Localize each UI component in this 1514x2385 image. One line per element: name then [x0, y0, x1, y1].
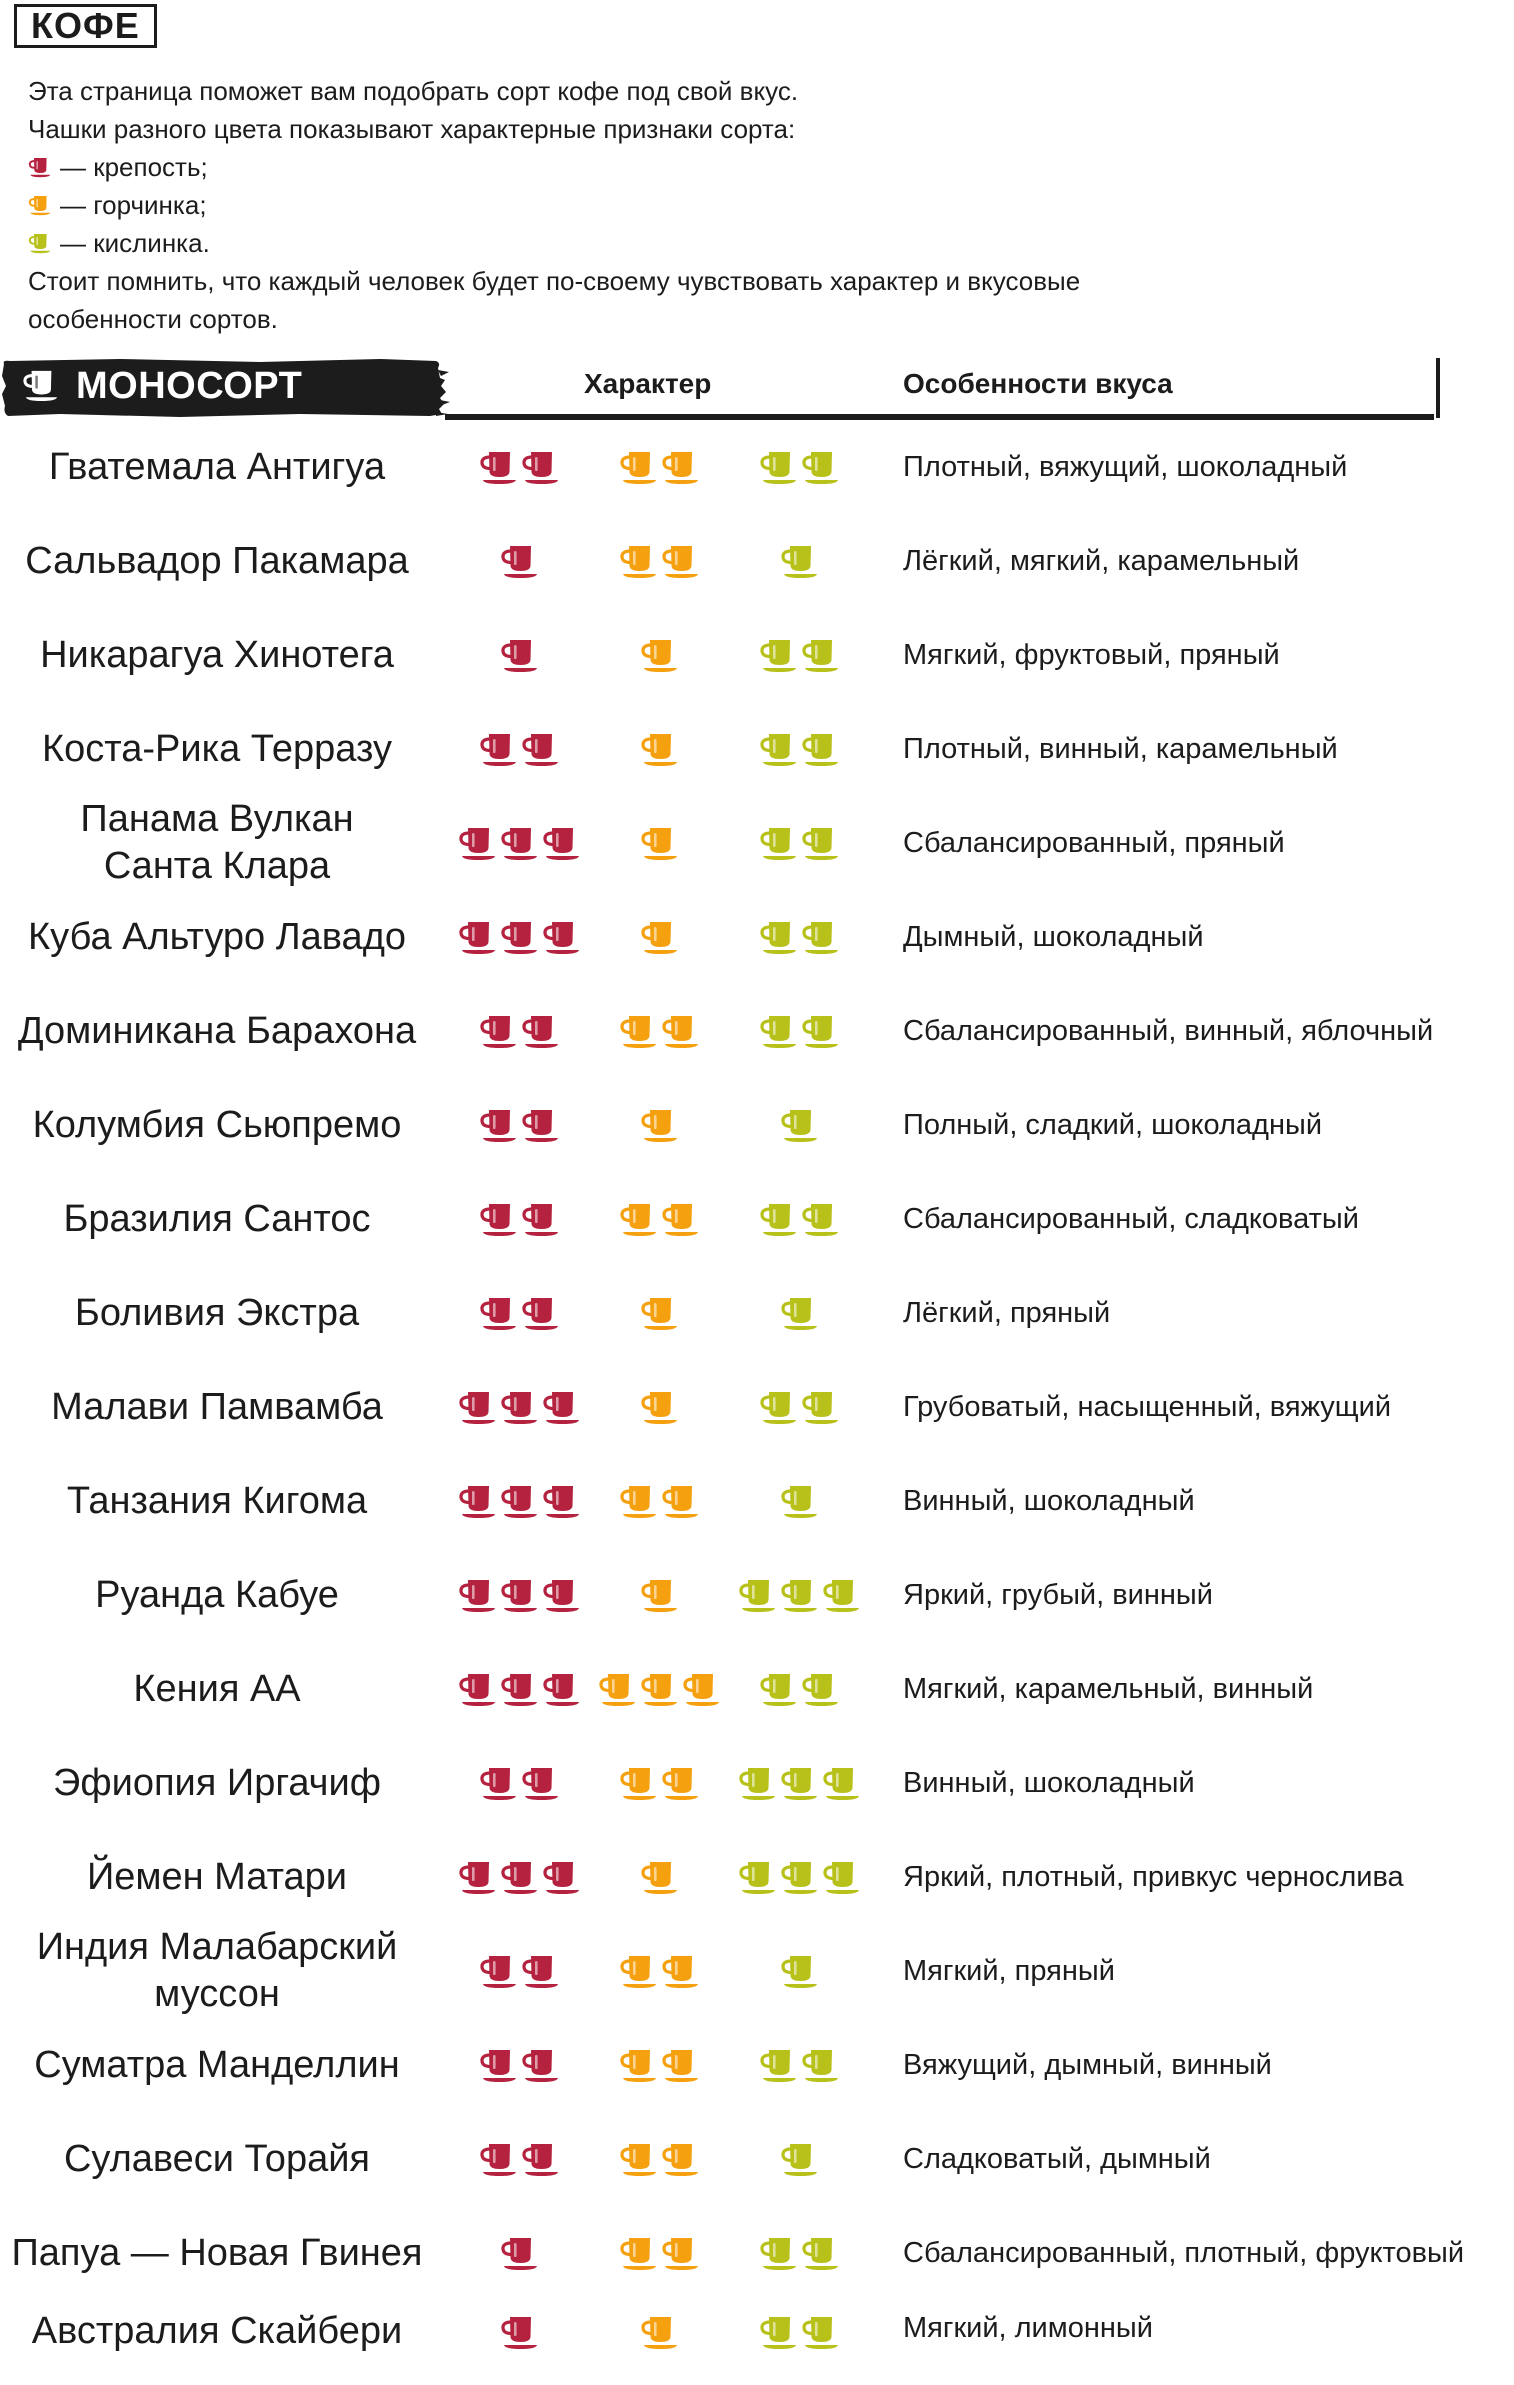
cup-icon [458, 825, 498, 861]
cup-icon [640, 637, 680, 673]
bitterness-cups [590, 2300, 730, 2360]
taste-description: Сбалансированный, плотный, фруктовый [903, 2236, 1465, 2269]
bitterness-cups [590, 2018, 730, 2112]
taste-description: Винный, шоколадный [903, 1484, 1195, 1517]
cup-icon [619, 1013, 659, 1049]
acidity-cups [730, 2112, 870, 2206]
cup-icon [479, 1107, 519, 1143]
strength-cups [450, 2300, 590, 2360]
cup-icon [500, 543, 540, 579]
acidity-cups [730, 2300, 870, 2360]
strength-cups [450, 1266, 590, 1360]
bitterness-cups [590, 2206, 730, 2300]
taste-description: Лёгкий, мягкий, карамельный [903, 544, 1300, 577]
taste-description: Яркий, плотный, привкус чернослива [903, 1860, 1404, 1893]
table-row [0, 2018, 1514, 2112]
cup-icon [780, 2141, 820, 2177]
cup-icon [458, 1483, 498, 1519]
cup-icon [801, 825, 841, 861]
acidity-cups [730, 420, 870, 514]
taste-description: Яркий, грубый, винный [903, 1578, 1213, 1611]
cup-icon [619, 543, 659, 579]
intro-text [28, 72, 1468, 338]
acidity-cups [730, 608, 870, 702]
strength-cups [450, 1924, 590, 2018]
cup-icon [780, 543, 820, 579]
table-row [0, 608, 1514, 702]
bitterness-cups [590, 1172, 730, 1266]
table-row [0, 1078, 1514, 1172]
cup-icon [801, 637, 841, 673]
cup-icon [801, 1389, 841, 1425]
column-header-taste: Особенности вкуса [903, 368, 1173, 399]
acidity-cups [730, 1172, 870, 1266]
strength-cups [450, 1454, 590, 1548]
bitterness-cups [590, 608, 730, 702]
bitterness-cups [590, 890, 730, 984]
column-header-character: Характер [584, 368, 712, 399]
strength-cups [450, 702, 590, 796]
acidity-cups [730, 1360, 870, 1454]
coffee-name: Гватемала Антигуа [48, 445, 386, 488]
taste-description: Сбалансированный, винный, яблочный [903, 1014, 1434, 1047]
cup-icon [521, 1953, 561, 1989]
coffee-name: Австралия Скайбери [31, 2310, 403, 2352]
cup-icon [500, 1577, 540, 1613]
cup-icon [738, 1577, 778, 1613]
table-row [0, 1736, 1514, 1830]
strength-cups [450, 420, 590, 514]
cup-icon [28, 194, 52, 216]
cup-icon [479, 1765, 519, 1801]
taste-description: Вяжущий, дымный, винный [903, 2048, 1272, 2081]
acidity-cups [730, 984, 870, 1078]
cup-icon [458, 1389, 498, 1425]
table-row [0, 890, 1514, 984]
legend-label: — кислинка. [60, 228, 210, 258]
cup-icon [619, 1483, 659, 1519]
taste-description: Винный, шоколадный [903, 1766, 1195, 1799]
cup-icon [661, 2235, 701, 2271]
taste-description: Полный, сладкий, шоколадный [903, 1108, 1323, 1141]
coffee-name: Малави Памвамба [51, 1385, 383, 1428]
cup-icon [780, 1483, 820, 1519]
acidity-cups [730, 1266, 870, 1360]
cup-icon [479, 1953, 519, 1989]
cup-icon [500, 1859, 540, 1895]
cup-icon [22, 368, 60, 402]
cup-icon [640, 825, 680, 861]
cup-icon [521, 731, 561, 767]
cup-icon [500, 1389, 540, 1425]
bitterness-cups [590, 1548, 730, 1642]
cup-icon [521, 2141, 561, 2177]
acidity-cups [730, 1830, 870, 1924]
cup-icon [479, 1295, 519, 1331]
cup-icon [780, 1859, 820, 1895]
taste-description: Плотный, вяжущий, шоколадный [903, 450, 1348, 483]
cup-icon [759, 637, 799, 673]
legend-strength [28, 148, 1468, 186]
cup-icon [822, 1577, 862, 1613]
strength-cups [450, 2112, 590, 2206]
intro-line: Эта страница поможет вам подобрать сорт кофе под свой вкус. [28, 76, 799, 106]
cup-icon [598, 1671, 638, 1707]
cup-icon [661, 1013, 701, 1049]
cup-icon [801, 1013, 841, 1049]
cup-icon [500, 1671, 540, 1707]
cup-icon [640, 919, 680, 955]
table-row [0, 796, 1514, 890]
cup-icon [500, 2314, 540, 2350]
acidity-cups [730, 1642, 870, 1736]
coffee-name: Йемен Матари [86, 1855, 348, 1898]
coffee-name: Панама Вулкан Санта Клара [80, 798, 354, 887]
cup-icon [682, 1671, 722, 1707]
cup-icon [521, 449, 561, 485]
cup-icon [822, 1859, 862, 1895]
table-row [0, 420, 1514, 514]
intro-line: особенности сортов. [28, 304, 278, 334]
bitterness-cups [590, 1266, 730, 1360]
cup-icon [479, 449, 519, 485]
table-row [0, 1642, 1514, 1736]
cup-icon [458, 1577, 498, 1613]
cup-icon [801, 1201, 841, 1237]
acidity-cups [730, 796, 870, 890]
taste-description: Мягкий, лимонный [903, 2312, 1153, 2344]
cup-icon [521, 1107, 561, 1143]
acidity-cups [730, 1924, 870, 2018]
cup-icon [780, 1107, 820, 1143]
cup-icon [521, 1295, 561, 1331]
cup-icon [661, 543, 701, 579]
bitterness-cups [590, 984, 730, 1078]
coffee-name: Никарагуа Хинотега [40, 633, 394, 676]
taste-description: Грубоватый, насыщенный, вяжущий [903, 1390, 1392, 1423]
cup-icon [640, 731, 680, 767]
acidity-cups [730, 2206, 870, 2300]
taste-description: Сладковатый, дымный [903, 2142, 1211, 2175]
cup-icon [619, 1765, 659, 1801]
coffee-name: Сальвадор Пакамара [25, 539, 409, 582]
cup-icon [640, 1389, 680, 1425]
coffee-name: Коста-Рика Терразу [42, 727, 392, 770]
cup-icon [28, 156, 52, 178]
cup-icon [619, 2047, 659, 2083]
cup-icon [619, 2141, 659, 2177]
cup-icon [759, 919, 799, 955]
table-row [0, 2300, 1514, 2360]
header-divider-end [1436, 358, 1440, 418]
cup-icon [640, 2314, 680, 2350]
cup-icon [500, 919, 540, 955]
bitterness-cups [590, 1360, 730, 1454]
taste-description: Плотный, винный, карамельный [903, 732, 1338, 765]
acidity-cups [730, 702, 870, 796]
legend-acidity [28, 224, 1468, 262]
cup-icon [801, 2314, 841, 2350]
table-row [0, 1454, 1514, 1548]
cup-icon [500, 2235, 540, 2271]
cup-icon [759, 731, 799, 767]
cup-icon [661, 1953, 701, 1989]
cup-icon [780, 1765, 820, 1801]
bitterness-cups [590, 1642, 730, 1736]
coffee-name: Индия Малабарский муссон [36, 1926, 398, 2015]
cup-icon [801, 731, 841, 767]
coffee-name: Боливия Экстра [74, 1291, 360, 1334]
acidity-cups [730, 1078, 870, 1172]
table-row [0, 1360, 1514, 1454]
cup-icon [542, 919, 582, 955]
page-title-box [14, 4, 157, 48]
taste-description: Мягкий, пряный [903, 1954, 1115, 1987]
cup-icon [479, 2047, 519, 2083]
cup-icon [521, 1201, 561, 1237]
cup-icon [759, 2047, 799, 2083]
cup-icon [619, 1201, 659, 1237]
acidity-cups [730, 890, 870, 984]
cup-icon [479, 1201, 519, 1237]
bitterness-cups [590, 1078, 730, 1172]
strength-cups [450, 1548, 590, 1642]
cup-icon [780, 1577, 820, 1613]
cup-icon [780, 1295, 820, 1331]
taste-description: Лёгкий, пряный [903, 1296, 1111, 1329]
cup-icon [521, 2047, 561, 2083]
table-row [0, 1548, 1514, 1642]
cup-icon [542, 1483, 582, 1519]
cup-icon [801, 449, 841, 485]
cup-icon [801, 2047, 841, 2083]
strength-cups [450, 890, 590, 984]
cup-icon [521, 1765, 561, 1801]
strength-cups [450, 1360, 590, 1454]
cup-icon [542, 1577, 582, 1613]
strength-cups [450, 608, 590, 702]
acidity-cups [730, 1548, 870, 1642]
bitterness-cups [590, 1924, 730, 2018]
cup-icon [661, 2141, 701, 2177]
taste-description: Мягкий, фруктовый, пряный [903, 638, 1280, 671]
cup-icon [479, 2141, 519, 2177]
strength-cups [450, 514, 590, 608]
cup-icon [542, 1389, 582, 1425]
intro-line: Чашки разного цвета показывают характерные признаки сорта: [28, 114, 796, 144]
cup-icon [479, 1013, 519, 1049]
cup-icon [640, 1295, 680, 1331]
table-row [0, 1172, 1514, 1266]
table-row [0, 2206, 1514, 2300]
cup-icon [801, 1671, 841, 1707]
coffee-name: Бразилия Сантос [63, 1197, 371, 1240]
strength-cups [450, 2206, 590, 2300]
taste-description: Сбалансированный, сладковатый [903, 1202, 1359, 1235]
cup-icon [458, 1671, 498, 1707]
bitterness-cups [590, 1736, 730, 1830]
bitterness-cups [590, 2112, 730, 2206]
cup-icon [661, 449, 701, 485]
coffee-name: Куба Альтуро Лавадо [28, 915, 406, 958]
cup-icon [738, 1859, 778, 1895]
taste-description: Мягкий, карамельный, винный [903, 1672, 1314, 1705]
taste-description: Сбалансированный, пряный [903, 826, 1285, 859]
cup-icon [479, 731, 519, 767]
strength-cups [450, 1830, 590, 1924]
cup-icon [542, 825, 582, 861]
cup-icon [542, 1859, 582, 1895]
coffee-name: Танзания Кигома [66, 1479, 368, 1522]
coffee-name: Папуа — Новая Гвинея [11, 2231, 423, 2274]
cup-icon [661, 1201, 701, 1237]
table-row [0, 702, 1514, 796]
cup-icon [500, 825, 540, 861]
table-row [0, 514, 1514, 608]
coffee-name: Колумбия Сьюпремо [32, 1103, 402, 1146]
cup-icon [640, 1107, 680, 1143]
table-row [0, 984, 1514, 1078]
strength-cups [450, 984, 590, 1078]
intro-line: Стоит помнить, что каждый человек будет по-своему чувствовать характер и вкусовые [28, 266, 1081, 296]
cup-icon [780, 1953, 820, 1989]
coffee-name: Суматра Манделлин [34, 2043, 400, 2086]
table-row [0, 1266, 1514, 1360]
coffee-name: Кения АА [133, 1667, 301, 1710]
cup-icon [500, 1483, 540, 1519]
acidity-cups [730, 1454, 870, 1548]
strength-cups [450, 2018, 590, 2112]
cup-icon [801, 919, 841, 955]
coffee-name: Эфиопия Иргачиф [53, 1761, 381, 1804]
bitterness-cups [590, 796, 730, 890]
bitterness-cups [590, 702, 730, 796]
legend-label: — горчинка; [60, 190, 207, 220]
strength-cups [450, 1736, 590, 1830]
cup-icon [822, 1765, 862, 1801]
table-row [0, 1924, 1514, 2018]
strength-cups [450, 1642, 590, 1736]
cup-icon [661, 1765, 701, 1801]
cup-icon [619, 2235, 659, 2271]
strength-cups [450, 796, 590, 890]
coffee-name: Сулавеси Торайя [63, 2137, 371, 2180]
cup-icon [738, 1765, 778, 1801]
cup-icon [759, 2314, 799, 2350]
bitterness-cups [590, 1454, 730, 1548]
page-title: КОФЕ [31, 5, 140, 46]
cup-icon [619, 449, 659, 485]
cup-icon [640, 1577, 680, 1613]
cup-icon [619, 1953, 659, 1989]
section-header [0, 356, 1440, 420]
legend-label: — крепость; [60, 152, 208, 182]
cup-icon [801, 2235, 841, 2271]
coffee-name: Руанда Кабуе [95, 1573, 339, 1616]
bitterness-cups [590, 1830, 730, 1924]
cup-icon [521, 1013, 561, 1049]
bitterness-cups [590, 514, 730, 608]
cup-icon [640, 1859, 680, 1895]
cup-icon [759, 825, 799, 861]
acidity-cups [730, 2018, 870, 2112]
strength-cups [450, 1172, 590, 1266]
cup-icon [28, 232, 52, 254]
cup-icon [759, 1201, 799, 1237]
cup-icon [759, 449, 799, 485]
cup-icon [458, 919, 498, 955]
table-row [0, 2112, 1514, 2206]
cup-icon [759, 1389, 799, 1425]
cup-icon [661, 1483, 701, 1519]
coffee-table [0, 420, 1514, 2360]
cup-icon [542, 1671, 582, 1707]
cup-icon [500, 637, 540, 673]
cup-icon [759, 1671, 799, 1707]
coffee-name: Доминикана Барахона [17, 1009, 417, 1052]
acidity-cups [730, 1736, 870, 1830]
acidity-cups [730, 514, 870, 608]
bitterness-cups [590, 420, 730, 514]
cup-icon [661, 2047, 701, 2083]
strength-cups [450, 1078, 590, 1172]
taste-description: Дымный, шоколадный [903, 920, 1204, 953]
cup-icon [759, 1013, 799, 1049]
cup-icon [458, 1859, 498, 1895]
table-row [0, 1830, 1514, 1924]
cup-icon [759, 2235, 799, 2271]
cup-icon [640, 1671, 680, 1707]
section-title: МОНОСОРТ [76, 364, 303, 407]
legend-bitterness [28, 186, 1468, 224]
